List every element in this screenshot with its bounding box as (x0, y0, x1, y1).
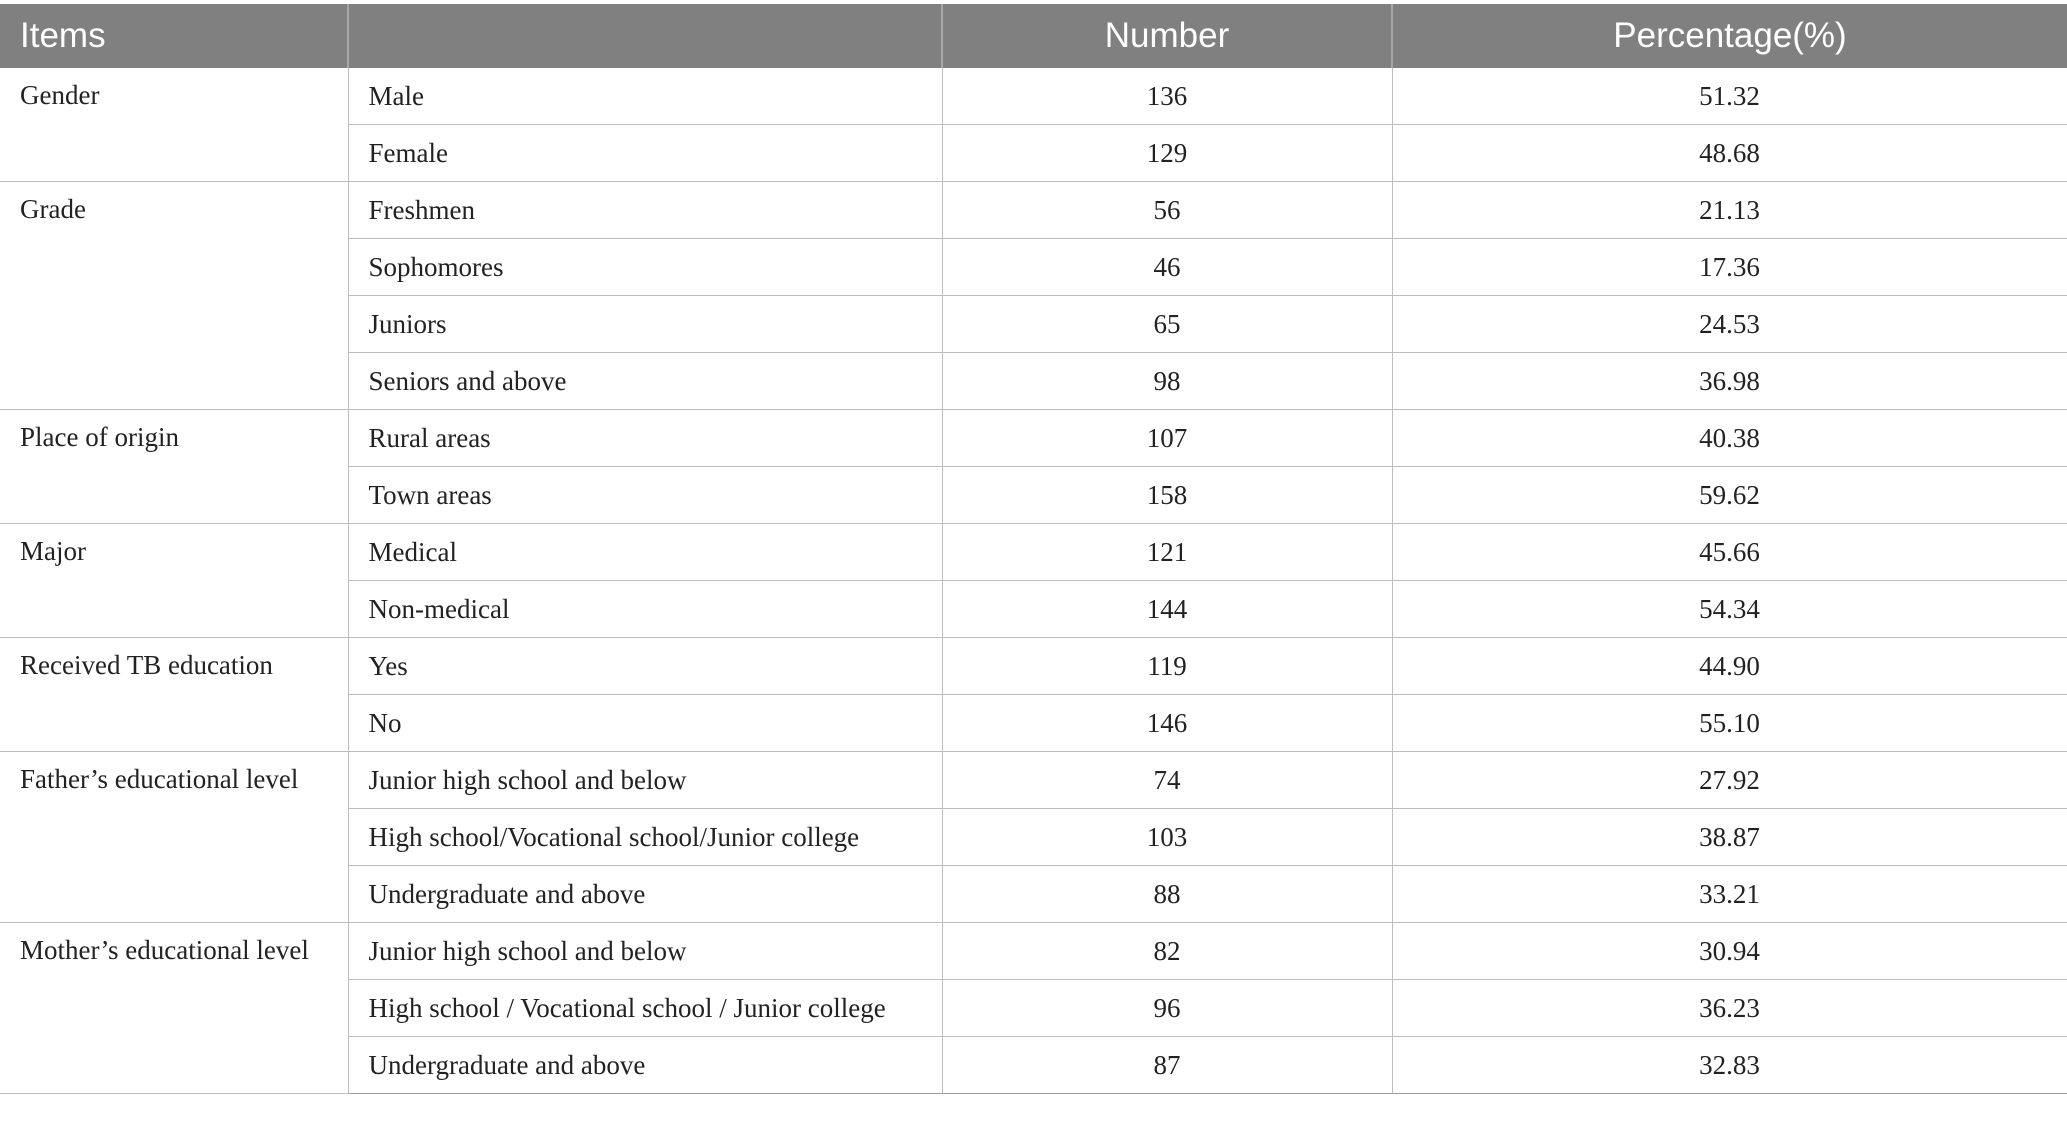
number-cell: 56 (942, 182, 1392, 239)
number-cell: 46 (942, 239, 1392, 296)
group-label: Mother’s educational level (0, 923, 348, 1094)
subcategory-cell: Sophomores (348, 239, 942, 296)
number-cell: 107 (942, 410, 1392, 467)
subcategory-cell: Undergraduate and above (348, 1037, 942, 1094)
subcategory-cell: High school/Vocational school/Junior college (348, 809, 942, 866)
subcategory-cell: Town areas (348, 467, 942, 524)
table-body (0, 68, 2067, 1094)
subcategory-cell: Medical (348, 524, 942, 581)
percentage-cell: 51.32 (1392, 68, 2067, 125)
subcategory-cell: Female (348, 125, 942, 182)
percentage-cell: 54.34 (1392, 581, 2067, 638)
number-cell: 82 (942, 923, 1392, 980)
header-number: Number (942, 4, 1392, 68)
percentage-cell: 36.23 (1392, 980, 2067, 1037)
group-label: Place of origin (0, 410, 348, 524)
group-label: Grade (0, 182, 348, 410)
number-cell: 136 (942, 68, 1392, 125)
percentage-cell: 33.21 (1392, 866, 2067, 923)
subcategory-cell: High school / Vocational school / Junior college (348, 980, 942, 1037)
percentage-cell: 40.38 (1392, 410, 2067, 467)
subcategory-cell: Junior high school and below (348, 752, 942, 809)
number-cell: 158 (942, 467, 1392, 524)
percentage-cell: 44.90 (1392, 638, 2067, 695)
percentage-cell: 24.53 (1392, 296, 2067, 353)
table-row (0, 752, 2067, 809)
subcategory-cell: Undergraduate and above (348, 866, 942, 923)
subcategory-cell: Non-medical (348, 581, 942, 638)
percentage-cell: 17.36 (1392, 239, 2067, 296)
demographics-table-container (0, 4, 2067, 1094)
number-cell: 103 (942, 809, 1392, 866)
number-cell: 87 (942, 1037, 1392, 1094)
percentage-cell: 48.68 (1392, 125, 2067, 182)
table-row (0, 182, 2067, 239)
header-percentage: Percentage(%) (1392, 4, 2067, 68)
percentage-cell: 36.98 (1392, 353, 2067, 410)
number-cell: 144 (942, 581, 1392, 638)
demographics-table (0, 4, 2067, 1094)
percentage-cell: 27.92 (1392, 752, 2067, 809)
subcategory-cell: Seniors and above (348, 353, 942, 410)
table-row (0, 68, 2067, 125)
header-items: Items (0, 4, 348, 68)
subcategory-cell: Rural areas (348, 410, 942, 467)
percentage-cell: 30.94 (1392, 923, 2067, 980)
subcategory-cell: Freshmen (348, 182, 942, 239)
group-label: Gender (0, 68, 348, 182)
table-row (0, 524, 2067, 581)
percentage-cell: 59.62 (1392, 467, 2067, 524)
percentage-cell: 45.66 (1392, 524, 2067, 581)
number-cell: 129 (942, 125, 1392, 182)
table-row (0, 923, 2067, 980)
number-cell: 121 (942, 524, 1392, 581)
group-label: Father’s educational level (0, 752, 348, 923)
table-row (0, 638, 2067, 695)
subcategory-cell: Male (348, 68, 942, 125)
subcategory-cell: Yes (348, 638, 942, 695)
table-header-row (0, 4, 2067, 68)
percentage-cell: 55.10 (1392, 695, 2067, 752)
group-label: Major (0, 524, 348, 638)
percentage-cell: 21.13 (1392, 182, 2067, 239)
group-label: Received TB education (0, 638, 348, 752)
number-cell: 98 (942, 353, 1392, 410)
percentage-cell: 32.83 (1392, 1037, 2067, 1094)
subcategory-cell: No (348, 695, 942, 752)
subcategory-cell: Junior high school and below (348, 923, 942, 980)
number-cell: 119 (942, 638, 1392, 695)
header-subcategory (348, 4, 942, 68)
table-row (0, 410, 2067, 467)
number-cell: 146 (942, 695, 1392, 752)
subcategory-cell: Juniors (348, 296, 942, 353)
number-cell: 88 (942, 866, 1392, 923)
number-cell: 96 (942, 980, 1392, 1037)
percentage-cell: 38.87 (1392, 809, 2067, 866)
number-cell: 74 (942, 752, 1392, 809)
number-cell: 65 (942, 296, 1392, 353)
